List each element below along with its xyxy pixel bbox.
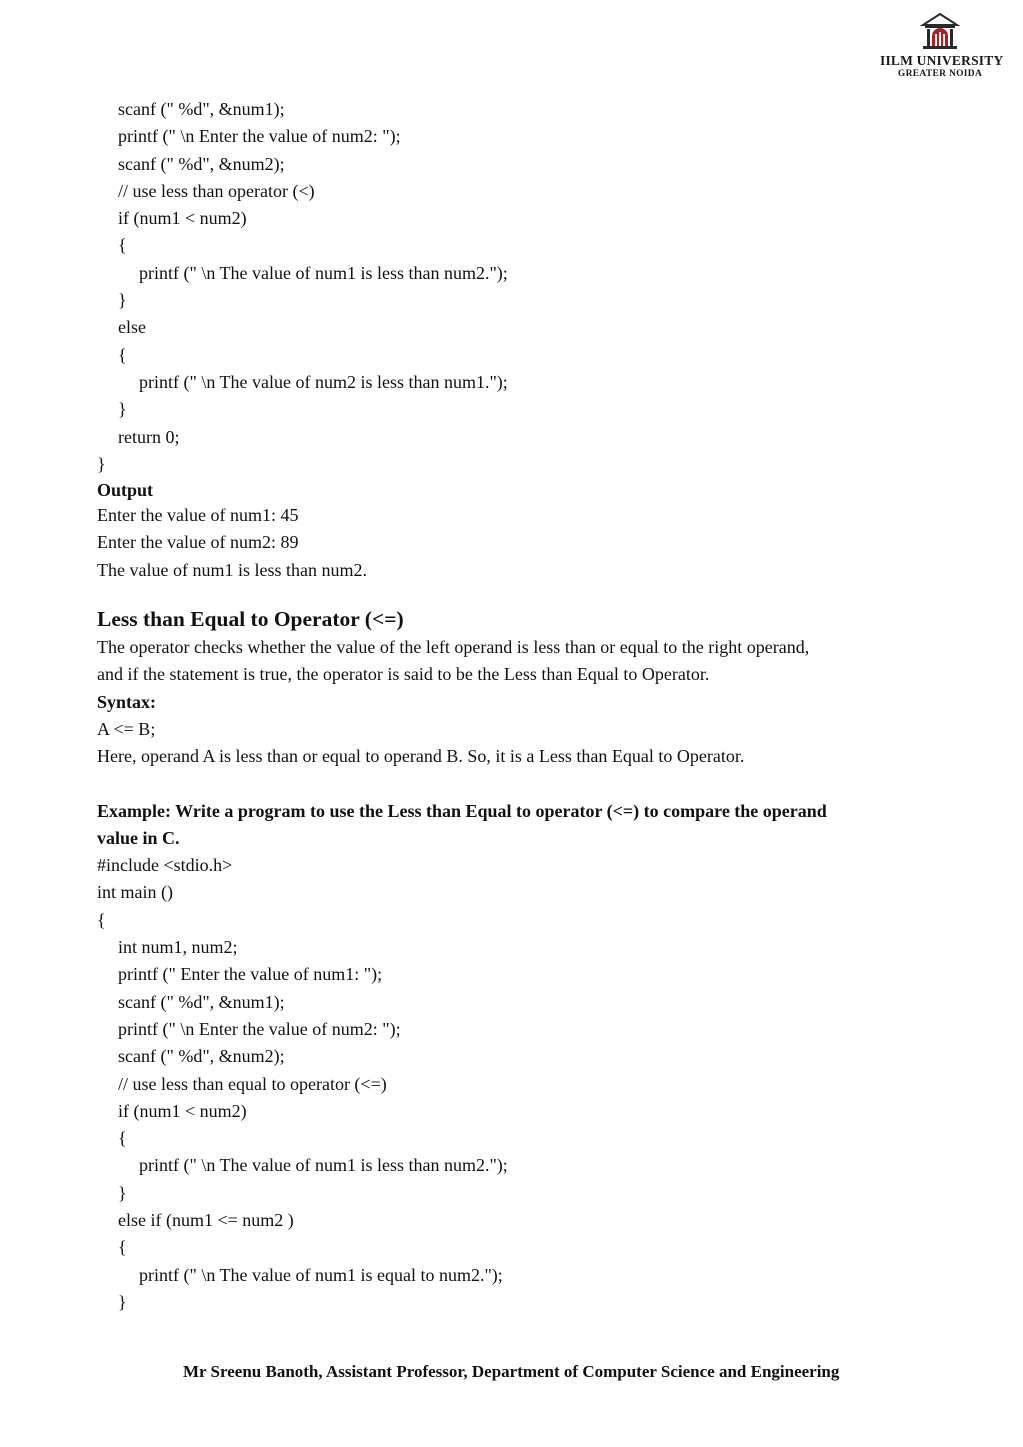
logo-line-1: IILM UNIVERSITY (880, 53, 1004, 68)
output-line: Enter the value of num1: 45 (97, 505, 299, 526)
section-heading: Less than Equal to Operator (<=) (97, 607, 404, 632)
code-line: // use less than equal to operator (<=) (118, 1073, 387, 1094)
spacer (97, 771, 937, 798)
code-line: // use less than operator (<) (118, 180, 315, 201)
example-title: Example: Write a program to use the Less than Equal to operator (<=) to compare the operand (97, 800, 827, 821)
description-line: The operator checks whether the value of the left operand is less than or equal to the right operand, (97, 637, 810, 658)
code-line: } (118, 1291, 127, 1312)
code-line: { (97, 909, 106, 930)
university-building-icon (920, 12, 960, 52)
logo-line-2: GREATER NOIDA (897, 69, 983, 79)
code-line: scanf (" %d", &num1); (118, 991, 285, 1012)
code-line: { (118, 235, 127, 256)
output-line: Enter the value of num2: 89 (97, 532, 299, 553)
document-body (97, 96, 937, 1316)
code-line: printf (" \n The value of num1 is equal to num2."); (139, 1264, 503, 1285)
university-logo (880, 12, 1004, 92)
code-line: if (num1 < num2) (118, 1100, 247, 1121)
page-footer: Mr Sreenu Banoth, Assistant Professor, Department of Computer Science and Engineering (183, 1362, 840, 1381)
code-line: int main () (97, 882, 173, 903)
code-line: printf (" \n The value of num1 is less than num2."); (139, 262, 508, 283)
code-line: printf (" \n Enter the value of num2: "); (118, 126, 401, 147)
output-heading: Output (97, 480, 154, 501)
code-line: } (118, 290, 127, 311)
code-line: { (118, 1128, 127, 1149)
code-line: printf (" \n Enter the value of num2: "); (118, 1018, 401, 1039)
code-block-example (97, 852, 937, 1316)
code-line: printf (" \n The value of num2 is less than num1."); (139, 371, 508, 392)
code-line: int num1, num2; (118, 937, 238, 958)
example-title: value in C. (97, 827, 180, 848)
code-line: else if (num1 <= num2 ) (118, 1209, 294, 1230)
code-line: printf (" Enter the value of num1: "); (118, 964, 383, 985)
code-line: { (118, 1237, 127, 1258)
code-line: } (97, 453, 106, 474)
code-line: } (118, 399, 127, 420)
code-line: printf (" \n The value of num1 is less than num2."); (139, 1155, 508, 1176)
code-line: } (118, 1182, 127, 1203)
code-line: else (118, 317, 146, 338)
output-line: The value of num1 is less than num2. (97, 559, 367, 580)
code-line: return 0; (118, 426, 180, 447)
code-line: if (num1 < num2) (118, 208, 247, 229)
code-line: scanf (" %d", &num2); (118, 1046, 285, 1067)
spacer (97, 584, 937, 604)
code-line: { (118, 344, 127, 365)
syntax-label: Syntax: (97, 691, 157, 712)
explanation-line: Here, operand A is less than or equal to operand B. So, it is a Less than Equal to Operator. (97, 746, 745, 767)
description-line: and if the statement is true, the operator is said to be the Less than Equal to Operator. (97, 664, 710, 685)
code-line: #include <stdio.h> (97, 855, 233, 876)
code-line: scanf (" %d", &num2); (118, 153, 285, 174)
syntax-code: A <= B; (97, 718, 156, 739)
code-line: scanf (" %d", &num1); (118, 99, 285, 119)
code-block-top (97, 96, 937, 478)
